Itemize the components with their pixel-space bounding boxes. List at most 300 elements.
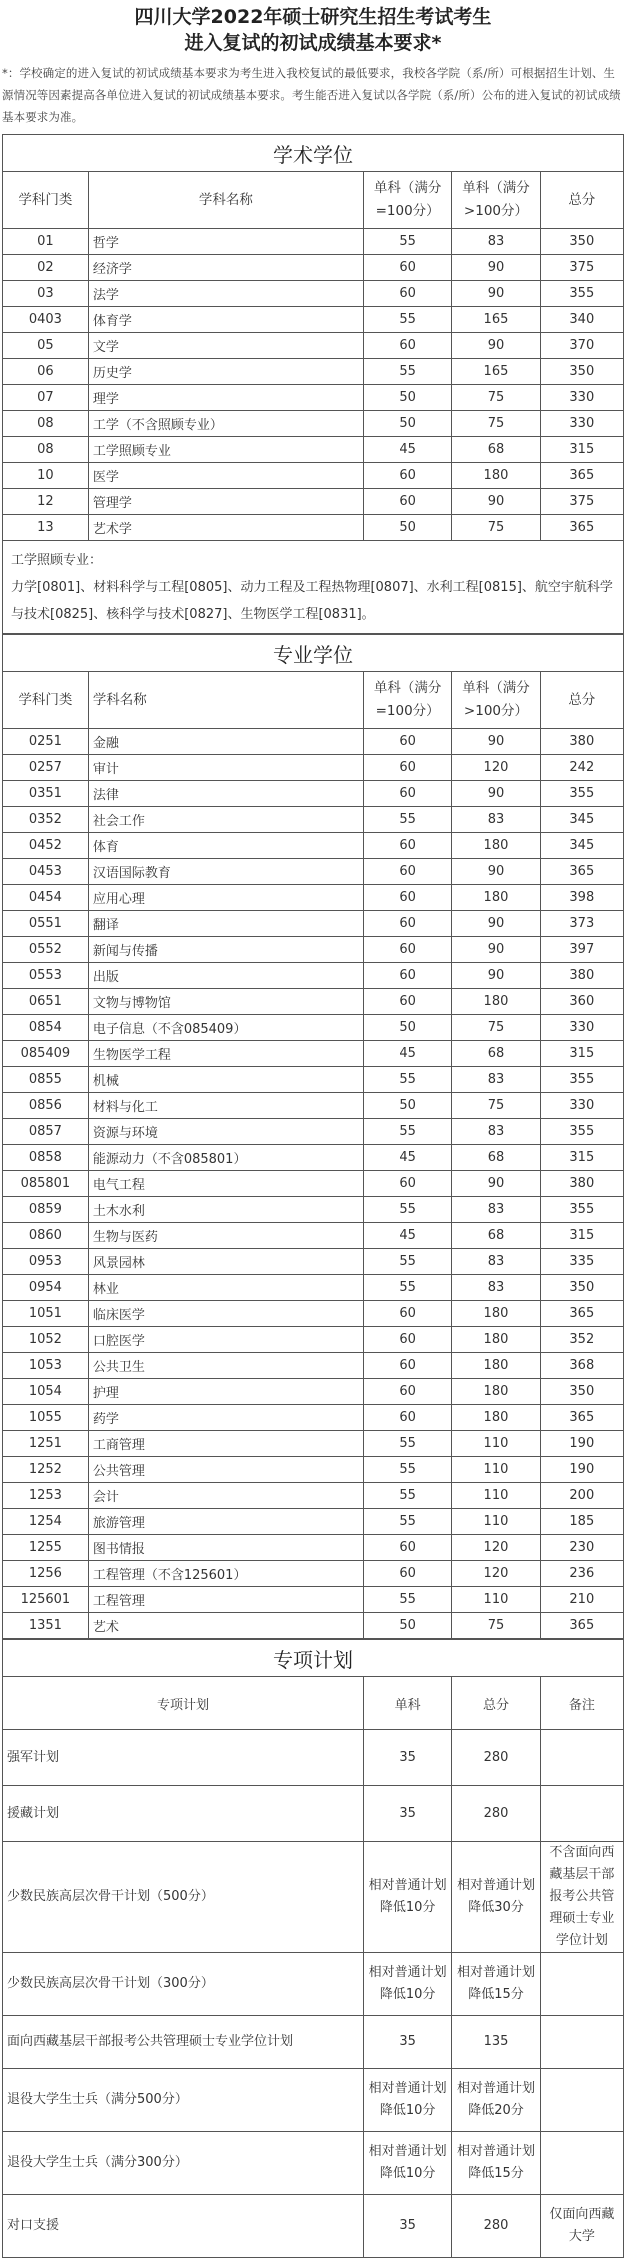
subject-name: 资源与环境 xyxy=(88,1119,363,1145)
single-score-over-100: 180 xyxy=(452,1379,540,1405)
single-score-over-100: 180 xyxy=(452,885,540,911)
single-score-over-100: 180 xyxy=(452,1327,540,1353)
table-row xyxy=(3,1249,624,1275)
subject-name: 工学（不含照顾专业） xyxy=(88,411,363,437)
subject-name: 工商管理 xyxy=(88,1431,363,1457)
total-requirement: 135 xyxy=(452,2016,540,2069)
single-requirement: 35 xyxy=(363,2016,451,2069)
table-row xyxy=(3,1015,624,1041)
category-code: 03 xyxy=(3,281,89,307)
table-row xyxy=(3,1093,624,1119)
category-code: 08 xyxy=(3,437,89,463)
subject-name: 新闻与传播 xyxy=(88,937,363,963)
single-score-over-100: 165 xyxy=(452,359,540,385)
category-code: 0953 xyxy=(3,1249,89,1275)
plan-name: 少数民族高层次骨干计划（500分） xyxy=(3,1842,364,1953)
table-row xyxy=(3,2016,624,2069)
category-code: 0859 xyxy=(3,1197,89,1223)
single-score-100: 60 xyxy=(363,489,451,515)
table-row xyxy=(3,1067,624,1093)
category-code: 0857 xyxy=(3,1119,89,1145)
category-code: 1252 xyxy=(3,1457,89,1483)
total-score: 350 xyxy=(540,359,623,385)
category-code: 0651 xyxy=(3,989,89,1015)
single-score-over-100: 110 xyxy=(452,1509,540,1535)
total-score: 365 xyxy=(540,515,623,541)
single-score-100: 60 xyxy=(363,963,451,989)
table-row xyxy=(3,937,624,963)
subject-name: 生物医学工程 xyxy=(88,1041,363,1067)
subject-name: 法律 xyxy=(88,781,363,807)
special-section-title-row xyxy=(3,1640,624,1677)
total-score: 365 xyxy=(540,1613,623,1639)
single-score-over-100: 83 xyxy=(452,1197,540,1223)
single-score-100: 60 xyxy=(363,463,451,489)
single-score-100: 60 xyxy=(363,333,451,359)
category-code: 0351 xyxy=(3,781,89,807)
subject-name: 金融 xyxy=(88,729,363,755)
total-score: 315 xyxy=(540,1041,623,1067)
single-score-100: 55 xyxy=(363,1067,451,1093)
category-code: 0352 xyxy=(3,807,89,833)
single-score-100: 45 xyxy=(363,1223,451,1249)
total-score: 398 xyxy=(540,885,623,911)
subject-name: 会计 xyxy=(88,1483,363,1509)
single-score-over-100: 68 xyxy=(452,1145,540,1171)
table-row xyxy=(3,1431,624,1457)
remark xyxy=(540,2016,623,2069)
single-score-100: 55 xyxy=(363,1275,451,1301)
single-score-over-100: 90 xyxy=(452,255,540,281)
header-single: 单科 xyxy=(363,1677,451,1730)
table-row xyxy=(3,1119,624,1145)
single-score-100: 55 xyxy=(363,1249,451,1275)
total-score: 355 xyxy=(540,281,623,307)
single-score-over-100: 90 xyxy=(452,489,540,515)
subject-name: 公共卫生 xyxy=(88,1353,363,1379)
header-single-over-100: 单科（满分 >100分） xyxy=(452,172,540,229)
table-row xyxy=(3,859,624,885)
single-score-100: 60 xyxy=(363,1301,451,1327)
category-code: 0251 xyxy=(3,729,89,755)
total-score: 345 xyxy=(540,807,623,833)
single-score-over-100: 110 xyxy=(452,1431,540,1457)
table-row xyxy=(3,1379,624,1405)
subject-name: 文学 xyxy=(88,333,363,359)
single-score-100: 55 xyxy=(363,1431,451,1457)
table-row xyxy=(3,1535,624,1561)
single-score-over-100: 180 xyxy=(452,1353,540,1379)
single-score-100: 60 xyxy=(363,1561,451,1587)
table-row xyxy=(3,911,624,937)
remark xyxy=(540,1786,623,1842)
total-score: 373 xyxy=(540,911,623,937)
plan-name: 援藏计划 xyxy=(3,1786,364,1842)
table-row xyxy=(3,1457,624,1483)
engineering-preferred-note xyxy=(3,541,624,634)
category-code: 0454 xyxy=(3,885,89,911)
subject-name: 电气工程 xyxy=(88,1171,363,1197)
single-score-over-100: 120 xyxy=(452,1561,540,1587)
single-score-over-100: 83 xyxy=(452,807,540,833)
table-row xyxy=(3,963,624,989)
total-score: 375 xyxy=(540,489,623,515)
subject-name: 能源动力（不含085801） xyxy=(88,1145,363,1171)
category-code: 0954 xyxy=(3,1275,89,1301)
category-code: 01 xyxy=(3,229,89,255)
subject-name: 出版 xyxy=(88,963,363,989)
table-row xyxy=(3,385,624,411)
subject-name: 材料与化工 xyxy=(88,1093,363,1119)
table-row xyxy=(3,989,624,1015)
single-score-over-100: 75 xyxy=(452,385,540,411)
single-score-over-100: 90 xyxy=(452,937,540,963)
table-row xyxy=(3,833,624,859)
category-code: 1251 xyxy=(3,1431,89,1457)
header-category: 学科门类 xyxy=(3,172,89,229)
page-title xyxy=(0,0,626,56)
single-score-over-100: 68 xyxy=(452,1041,540,1067)
single-score-over-100: 83 xyxy=(452,1067,540,1093)
table-row xyxy=(3,1483,624,1509)
subject-name: 管理学 xyxy=(88,489,363,515)
single-score-over-100: 90 xyxy=(452,281,540,307)
single-score-100: 60 xyxy=(363,833,451,859)
table-row xyxy=(3,255,624,281)
category-code: 0551 xyxy=(3,911,89,937)
total-requirement: 相对普通计划降低15分 xyxy=(452,2132,540,2195)
table-row xyxy=(3,1327,624,1353)
subject-name: 工程管理 xyxy=(88,1587,363,1613)
category-code: 0856 xyxy=(3,1093,89,1119)
total-score: 370 xyxy=(540,333,623,359)
header-remark: 备注 xyxy=(540,1677,623,1730)
category-code: 085801 xyxy=(3,1171,89,1197)
single-score-100: 55 xyxy=(363,1509,451,1535)
plan-name: 面向西藏基层干部报考公共管理硕士专业学位计划 xyxy=(3,2016,364,2069)
special-plan-table xyxy=(2,1639,624,2258)
single-score-100: 55 xyxy=(363,1483,451,1509)
total-score: 355 xyxy=(540,1119,623,1145)
single-score-100: 55 xyxy=(363,1119,451,1145)
note-title: 工学照顾专业： xyxy=(11,552,103,568)
subject-name: 理学 xyxy=(88,385,363,411)
category-code: 1254 xyxy=(3,1509,89,1535)
total-requirement: 280 xyxy=(452,1786,540,1842)
single-score-over-100: 90 xyxy=(452,859,540,885)
single-requirement: 35 xyxy=(363,1730,451,1786)
header-subject-name: 学科名称 xyxy=(88,672,363,729)
total-requirement: 相对普通计划降低15分 xyxy=(452,1953,540,2016)
subject-name: 文物与博物馆 xyxy=(88,989,363,1015)
single-requirement: 35 xyxy=(363,1786,451,1842)
single-score-100: 55 xyxy=(363,307,451,333)
total-score: 355 xyxy=(540,1067,623,1093)
single-score-over-100: 75 xyxy=(452,1015,540,1041)
table-row xyxy=(3,1197,624,1223)
table-row xyxy=(3,333,624,359)
remark-row xyxy=(3,541,624,634)
total-score: 315 xyxy=(540,437,623,463)
category-code: 1052 xyxy=(3,1327,89,1353)
single-score-100: 55 xyxy=(363,1587,451,1613)
category-code: 07 xyxy=(3,385,89,411)
single-score-over-100: 75 xyxy=(452,1093,540,1119)
subject-name: 口腔医学 xyxy=(88,1327,363,1353)
table-row xyxy=(3,437,624,463)
table-row xyxy=(3,1041,624,1067)
subject-name: 体育学 xyxy=(88,307,363,333)
professional-degree-table xyxy=(2,634,624,1639)
single-score-100: 50 xyxy=(363,1093,451,1119)
note-body: 力学[0801]、材料科学与工程[0805]、动力工程及工程热物理[0807]、水利工程[0815]、航空宇航科学与技术[0825]、核科学与技术[0827]、生物医学工程[0831]。 xyxy=(11,579,613,622)
subject-name: 审计 xyxy=(88,755,363,781)
single-score-100: 55 xyxy=(363,807,451,833)
remark xyxy=(540,2132,623,2195)
total-score: 365 xyxy=(540,859,623,885)
header-single-over-100: 单科（满分 >100分） xyxy=(452,672,540,729)
header-subject-name: 学科名称 xyxy=(88,172,363,229)
category-code: 0860 xyxy=(3,1223,89,1249)
category-code: 0855 xyxy=(3,1067,89,1093)
table-row xyxy=(3,1145,624,1171)
total-score: 368 xyxy=(540,1353,623,1379)
subject-name: 生物与医药 xyxy=(88,1223,363,1249)
single-score-over-100: 83 xyxy=(452,1119,540,1145)
single-score-over-100: 83 xyxy=(452,229,540,255)
single-score-over-100: 90 xyxy=(452,333,540,359)
table-row xyxy=(3,729,624,755)
subject-name: 医学 xyxy=(88,463,363,489)
single-score-100: 45 xyxy=(363,437,451,463)
total-score: 355 xyxy=(540,1197,623,1223)
single-score-over-100: 180 xyxy=(452,1405,540,1431)
category-code: 06 xyxy=(3,359,89,385)
table-row xyxy=(3,2069,624,2132)
table-row xyxy=(3,781,624,807)
total-requirement: 280 xyxy=(452,2195,540,2258)
category-code: 0403 xyxy=(3,307,89,333)
total-score: 330 xyxy=(540,1093,623,1119)
single-score-100: 60 xyxy=(363,755,451,781)
table-row xyxy=(3,307,624,333)
single-score-over-100: 110 xyxy=(452,1483,540,1509)
header-total: 总分 xyxy=(452,1677,540,1730)
table-row xyxy=(3,1301,624,1327)
subject-name: 汉语国际教育 xyxy=(88,859,363,885)
total-score: 185 xyxy=(540,1509,623,1535)
category-code: 13 xyxy=(3,515,89,541)
academic-header-row xyxy=(3,172,624,229)
single-score-100: 60 xyxy=(363,1379,451,1405)
total-score: 360 xyxy=(540,989,623,1015)
table-row xyxy=(3,1786,624,1842)
academic-degree-table xyxy=(2,134,624,634)
single-score-100: 60 xyxy=(363,885,451,911)
single-score-100: 60 xyxy=(363,937,451,963)
category-code: 1351 xyxy=(3,1613,89,1639)
table-row xyxy=(3,1730,624,1786)
subject-name: 药学 xyxy=(88,1405,363,1431)
professional-header-row xyxy=(3,672,624,729)
category-code: 08 xyxy=(3,411,89,437)
subject-name: 应用心理 xyxy=(88,885,363,911)
header-total: 总分 xyxy=(540,172,623,229)
category-code: 125601 xyxy=(3,1587,89,1613)
subject-name: 工程管理（不含125601） xyxy=(88,1561,363,1587)
table-row xyxy=(3,1842,624,1953)
table-row xyxy=(3,1223,624,1249)
intro-note: *：学校确定的进入复试的初试成绩基本要求为考生进入我校复试的最低要求，我校各学院（系/所）可根据招生计划、生源情况等因素提高各单位进入复试的初试成绩基本要求。考生能否进入复试以各学院（系/所）公布的进入复试的初试成绩基本要求为准。 xyxy=(2,66,621,124)
single-score-100: 60 xyxy=(363,281,451,307)
single-requirement: 35 xyxy=(363,2195,451,2258)
subject-name: 工学照顾专业 xyxy=(88,437,363,463)
single-score-over-100: 180 xyxy=(452,989,540,1015)
total-score: 330 xyxy=(540,411,623,437)
category-code: 1054 xyxy=(3,1379,89,1405)
header-category: 学科门类 xyxy=(3,672,89,729)
single-score-over-100: 83 xyxy=(452,1275,540,1301)
single-score-over-100: 180 xyxy=(452,833,540,859)
total-score: 330 xyxy=(540,385,623,411)
single-score-over-100: 120 xyxy=(452,1535,540,1561)
table-row xyxy=(3,1171,624,1197)
special-header-row xyxy=(3,1677,624,1730)
category-code: 0257 xyxy=(3,755,89,781)
single-score-over-100: 180 xyxy=(452,1301,540,1327)
total-score: 375 xyxy=(540,255,623,281)
subject-name: 艺术 xyxy=(88,1613,363,1639)
single-score-over-100: 90 xyxy=(452,963,540,989)
category-code: 0854 xyxy=(3,1015,89,1041)
subject-name: 历史学 xyxy=(88,359,363,385)
professional-section-title-row xyxy=(3,635,624,672)
subject-name: 经济学 xyxy=(88,255,363,281)
single-score-100: 60 xyxy=(363,781,451,807)
category-code: 0453 xyxy=(3,859,89,885)
remark: 不含面向西藏基层干部报考公共管理硕士专业学位计划 xyxy=(540,1842,623,1953)
single-score-100: 60 xyxy=(363,729,451,755)
category-code: 1256 xyxy=(3,1561,89,1587)
subject-name: 图书情报 xyxy=(88,1535,363,1561)
single-score-over-100: 68 xyxy=(452,1223,540,1249)
page-title-line2: 进入复试的初试成绩基本要求* xyxy=(184,32,442,54)
table-row xyxy=(3,1405,624,1431)
single-score-100: 50 xyxy=(363,1613,451,1639)
total-score: 190 xyxy=(540,1431,623,1457)
subject-name: 体育 xyxy=(88,833,363,859)
single-score-over-100: 180 xyxy=(452,463,540,489)
single-score-over-100: 75 xyxy=(452,411,540,437)
subject-name: 公共管理 xyxy=(88,1457,363,1483)
page-title-line1: 四川大学2022年硕士研究生招生考试考生 xyxy=(134,6,492,28)
single-score-100: 55 xyxy=(363,1457,451,1483)
category-code: 10 xyxy=(3,463,89,489)
table-row xyxy=(3,1509,624,1535)
total-score: 200 xyxy=(540,1483,623,1509)
total-score: 352 xyxy=(540,1327,623,1353)
total-requirement: 相对普通计划降低30分 xyxy=(452,1842,540,1953)
subject-name: 护理 xyxy=(88,1379,363,1405)
special-section-title: 专项计划 xyxy=(3,1640,624,1677)
plan-name: 退役大学生士兵（满分500分） xyxy=(3,2069,364,2132)
single-score-100: 50 xyxy=(363,385,451,411)
single-score-100: 55 xyxy=(363,359,451,385)
table-row xyxy=(3,463,624,489)
single-score-100: 50 xyxy=(363,411,451,437)
subject-name: 社会工作 xyxy=(88,807,363,833)
subject-name: 旅游管理 xyxy=(88,1509,363,1535)
total-score: 230 xyxy=(540,1535,623,1561)
header-single-100: 单科（满分 =100分） xyxy=(363,672,451,729)
single-requirement: 相对普通计划降低10分 xyxy=(363,1953,451,2016)
total-score: 350 xyxy=(540,1275,623,1301)
single-score-over-100: 90 xyxy=(452,1171,540,1197)
category-code: 0858 xyxy=(3,1145,89,1171)
table-row xyxy=(3,807,624,833)
single-score-100: 55 xyxy=(363,229,451,255)
header-total: 总分 xyxy=(540,672,623,729)
single-score-100: 60 xyxy=(363,255,451,281)
single-score-over-100: 90 xyxy=(452,781,540,807)
total-score: 350 xyxy=(540,229,623,255)
subject-name: 法学 xyxy=(88,281,363,307)
header-plan: 专项计划 xyxy=(3,1677,364,1730)
total-requirement: 280 xyxy=(452,1730,540,1786)
subject-name: 艺术学 xyxy=(88,515,363,541)
total-score: 335 xyxy=(540,1249,623,1275)
subject-name: 电子信息（不含085409） xyxy=(88,1015,363,1041)
category-code: 12 xyxy=(3,489,89,515)
table-row xyxy=(3,885,624,911)
total-score: 210 xyxy=(540,1587,623,1613)
total-score: 242 xyxy=(540,755,623,781)
category-code: 1053 xyxy=(3,1353,89,1379)
category-code: 0553 xyxy=(3,963,89,989)
table-row xyxy=(3,411,624,437)
academic-section-title: 学术学位 xyxy=(3,135,624,172)
academic-section-title-row xyxy=(3,135,624,172)
category-code: 1051 xyxy=(3,1301,89,1327)
category-code: 1055 xyxy=(3,1405,89,1431)
single-score-over-100: 75 xyxy=(452,515,540,541)
single-score-100: 60 xyxy=(363,859,451,885)
single-score-over-100: 75 xyxy=(452,1613,540,1639)
category-code: 05 xyxy=(3,333,89,359)
total-requirement: 相对普通计划降低20分 xyxy=(452,2069,540,2132)
single-score-100: 60 xyxy=(363,1171,451,1197)
subject-name: 临床医学 xyxy=(88,1301,363,1327)
subject-name: 风景园林 xyxy=(88,1249,363,1275)
total-score: 380 xyxy=(540,1171,623,1197)
total-score: 365 xyxy=(540,1405,623,1431)
total-score: 380 xyxy=(540,963,623,989)
total-score: 345 xyxy=(540,833,623,859)
single-score-100: 60 xyxy=(363,1353,451,1379)
total-score: 340 xyxy=(540,307,623,333)
remark xyxy=(540,1730,623,1786)
total-score: 397 xyxy=(540,937,623,963)
single-score-100: 50 xyxy=(363,515,451,541)
total-score: 380 xyxy=(540,729,623,755)
single-score-100: 60 xyxy=(363,989,451,1015)
total-score: 190 xyxy=(540,1457,623,1483)
subject-name: 机械 xyxy=(88,1067,363,1093)
table-row xyxy=(3,1275,624,1301)
table-row xyxy=(3,1353,624,1379)
category-code: 085409 xyxy=(3,1041,89,1067)
single-score-over-100: 90 xyxy=(452,729,540,755)
